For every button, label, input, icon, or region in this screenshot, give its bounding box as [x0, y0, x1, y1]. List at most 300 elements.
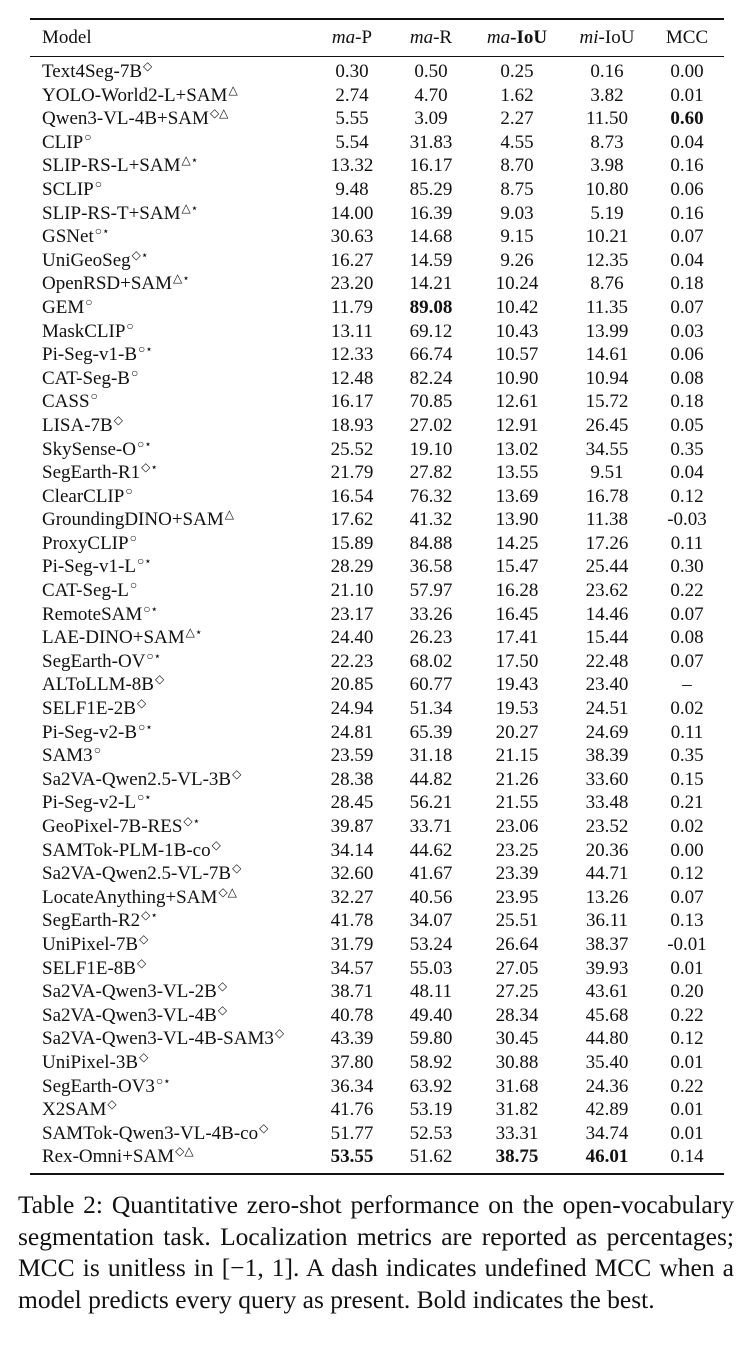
metric-cell: 16.39	[409, 202, 453, 224]
metric-cell: 24.36	[585, 1075, 629, 1097]
model-name: Sa2VA-Qwen3-VL-2B	[42, 981, 217, 1003]
metric-cell: 14.25	[495, 532, 539, 554]
model-name: SAMTok-PLM-1B-co	[42, 839, 211, 861]
metric-cell: 85.29	[409, 178, 453, 200]
metric-cell: 0.00	[670, 61, 704, 82]
metric-cell: 46.01	[585, 1146, 629, 1168]
metric-cell: 14.00	[330, 202, 374, 224]
model-name: LocateAnything+SAM	[42, 886, 218, 908]
metric-cell: 8.73	[590, 131, 624, 153]
metric-cell: 10.80	[585, 178, 629, 200]
model-name-cell	[30, 1075, 312, 1099]
model-name-cell	[30, 84, 312, 108]
metric-cell: 23.95	[495, 886, 539, 908]
metric-cell: 59.80	[409, 1028, 453, 1050]
metric-cell: 0.11	[670, 532, 704, 554]
model-name: ProxyCLIP	[42, 532, 129, 554]
model-category-marker: ○⋆	[138, 719, 153, 734]
metric-cell: 38.71	[330, 981, 374, 1003]
model-name: Sa2VA-Qwen3-VL-4B-SAM3	[42, 1028, 274, 1050]
metric-cell: 0.35	[670, 438, 704, 460]
model-name-cell	[30, 343, 312, 367]
metric-cell: 28.45	[330, 792, 374, 814]
table-row	[30, 438, 724, 462]
metric-cell: 31.68	[495, 1075, 539, 1097]
model-name: SELF1E-8B	[42, 957, 136, 979]
model-name-cell	[30, 579, 312, 603]
table-row	[30, 225, 724, 249]
model-name: X2SAM	[42, 1099, 107, 1121]
model-name-cell	[30, 178, 312, 202]
metric-cell: 1.62	[500, 84, 534, 106]
model-name-cell	[30, 957, 312, 981]
metric-cell: 0.60	[670, 108, 704, 130]
model-name-cell	[30, 909, 312, 933]
table-row	[30, 791, 724, 815]
model-name-cell	[30, 1004, 312, 1028]
model-category-marker: ○⋆	[136, 790, 152, 805]
model-category-marker: △⋆	[181, 153, 199, 168]
metric-cell: 44.62	[409, 839, 453, 861]
table-row	[30, 1004, 724, 1028]
metric-cell: 25.52	[330, 438, 374, 460]
model-category-marker: △⋆	[181, 200, 199, 215]
metric-cell: 43.61	[585, 981, 629, 1003]
column-header-label: MCC	[665, 27, 709, 48]
metric-cell: 0.12	[670, 1028, 704, 1050]
model-name-cell	[30, 485, 312, 509]
metric-cell: 0.00	[670, 839, 704, 861]
model-name: CLIP	[42, 131, 84, 153]
metric-cell: 31.18	[409, 745, 453, 767]
model-name: SegEarth-R2	[42, 910, 141, 932]
metric-cell: 0.11	[670, 721, 704, 743]
metric-cell: 17.41	[495, 627, 539, 649]
model-name-cell	[30, 862, 312, 886]
metric-cell: 0.22	[670, 1075, 704, 1097]
metric-cell: 0.04	[670, 462, 704, 484]
model-name: UniPixel-3B	[42, 1051, 139, 1073]
metric-cell: 15.47	[495, 556, 539, 578]
metric-cell: 16.78	[585, 485, 629, 507]
metric-cell: 44.80	[585, 1028, 629, 1050]
metric-cell: 10.94	[585, 367, 629, 389]
metric-cell: 13.99	[585, 320, 629, 342]
model-name: Pi-Seg-v2-B	[42, 721, 137, 743]
table-row	[30, 1145, 724, 1173]
metric-cell: 20.27	[495, 721, 539, 743]
table-row	[30, 1122, 724, 1146]
metric-cell: 9.51	[590, 462, 624, 484]
model-name: OpenRSD+SAM	[42, 273, 173, 295]
metric-cell: 23.06	[495, 816, 539, 837]
metric-cell: 27.82	[409, 462, 453, 484]
model-name: SELF1E-2B	[42, 698, 136, 720]
metric-cell: 23.25	[495, 839, 539, 861]
model-name-cell	[30, 555, 312, 579]
metric-cell: 13.11	[330, 320, 374, 342]
model-name-cell	[30, 154, 312, 178]
metric-cell: 19.43	[495, 674, 539, 696]
model-name-cell	[30, 107, 312, 131]
metric-cell: 20.36	[585, 839, 629, 861]
model-name: MaskCLIP	[42, 320, 126, 342]
metric-cell: 0.07	[670, 226, 704, 248]
column-header	[650, 20, 724, 56]
metric-cell: 0.22	[670, 580, 704, 602]
column-header	[564, 20, 650, 56]
metric-cell: 65.39	[409, 721, 453, 743]
model-category-marker: ◇	[154, 672, 165, 687]
model-category-marker: ◇	[139, 931, 149, 946]
table-row	[30, 343, 724, 367]
metric-cell: 34.57	[330, 957, 374, 979]
metric-cell: 42.89	[585, 1099, 629, 1121]
metric-cell: 9.03	[500, 202, 534, 224]
metric-cell: 8.76	[590, 273, 624, 295]
model-category-marker: △⋆	[173, 271, 190, 286]
metric-cell: 0.15	[670, 768, 704, 790]
table-row	[30, 626, 724, 650]
metric-cell: –	[682, 674, 692, 696]
metric-cell: 0.18	[670, 273, 704, 295]
model-name: CAT-Seg-B	[42, 367, 130, 389]
table-row	[30, 555, 724, 579]
metric-cell: 0.01	[670, 1051, 704, 1073]
table-row	[30, 202, 724, 226]
model-category-marker: ◇	[143, 59, 153, 73]
metric-cell: 38.75	[495, 1146, 539, 1168]
metric-cell: 0.35	[670, 745, 704, 767]
metric-cell: 53.55	[330, 1146, 374, 1168]
metric-cell: 14.59	[409, 249, 453, 271]
results-table	[30, 20, 724, 56]
table-row	[30, 886, 724, 910]
table-row	[30, 508, 724, 532]
model-name: UniPixel-7B	[42, 933, 139, 955]
table-row	[30, 272, 724, 296]
model-category-marker: ◇	[139, 1049, 149, 1064]
column-header-label: -P	[355, 27, 373, 48]
metric-cell: 33.60	[585, 768, 629, 790]
model-name: SLIP-RS-L+SAM	[42, 155, 181, 177]
metric-cell: 21.55	[495, 792, 539, 814]
model-category-marker: ○⋆	[138, 342, 153, 357]
results-table-container	[30, 18, 724, 1175]
metric-cell: 5.54	[335, 131, 369, 153]
metric-cell: 24.69	[585, 721, 629, 743]
metric-cell: 15.89	[330, 532, 374, 554]
metric-cell: 15.44	[585, 627, 629, 649]
model-category-marker: ◇	[232, 766, 242, 781]
table-row	[30, 485, 724, 509]
model-name-cell	[30, 1145, 312, 1173]
model-category-marker: ○	[94, 176, 102, 191]
column-header-prefix: ma	[331, 27, 356, 48]
column-header-label: -IoU	[598, 27, 635, 48]
metric-cell: 33.26	[409, 603, 453, 625]
model-category-marker: ◇△	[175, 1144, 194, 1159]
table-row	[30, 933, 724, 957]
metric-cell: 0.30	[670, 556, 704, 578]
model-name: GEM	[42, 296, 85, 318]
table-row	[30, 839, 724, 863]
table-row	[30, 768, 724, 792]
metric-cell: 39.87	[330, 816, 374, 837]
model-category-marker: ○⋆	[136, 554, 152, 569]
table-body	[30, 57, 724, 1173]
model-category-marker: ○	[85, 294, 93, 309]
column-header-label: Model	[42, 27, 92, 48]
table-row	[30, 650, 724, 674]
metric-cell: 33.31	[495, 1122, 539, 1144]
table-row	[30, 131, 724, 155]
metric-cell: 10.57	[495, 344, 539, 366]
metric-cell: 5.19	[590, 202, 624, 224]
metric-cell: 0.01	[670, 1099, 704, 1121]
metric-cell: 18.93	[330, 414, 374, 436]
metric-cell: 0.04	[670, 131, 704, 153]
model-name: Pi-Seg-v1-B	[42, 344, 137, 366]
metric-cell: 10.21	[585, 226, 629, 248]
metric-cell: 0.16	[670, 155, 704, 177]
model-name: LAE-DINO+SAM	[42, 627, 185, 649]
model-category-marker: ◇	[107, 1097, 117, 1112]
metric-cell: 3.09	[414, 108, 448, 130]
metric-cell: 0.13	[670, 910, 704, 932]
model-name-cell	[30, 673, 312, 697]
table-row	[30, 367, 724, 391]
metric-cell: 0.08	[670, 367, 704, 389]
metric-cell: 49.40	[409, 1004, 453, 1026]
column-header-label: -IoU	[510, 27, 548, 48]
model-category-marker: ◇	[113, 412, 123, 427]
column-header	[30, 20, 312, 56]
metric-cell: 31.79	[330, 933, 374, 955]
metric-cell: 32.27	[330, 886, 374, 908]
model-category-marker: ◇	[136, 955, 147, 970]
table-row	[30, 603, 724, 627]
model-name: Pi-Seg-v1-L	[42, 556, 136, 578]
metric-cell: 16.45	[495, 603, 539, 625]
table-row	[30, 957, 724, 981]
metric-cell: 13.90	[495, 509, 539, 531]
metric-cell: 40.56	[409, 886, 453, 908]
metric-cell: 4.70	[414, 84, 448, 106]
model-name: SegEarth-OV3	[42, 1075, 155, 1097]
table-row	[30, 249, 724, 273]
metric-cell: 19.10	[409, 438, 453, 460]
metric-cell: 40.78	[330, 1004, 374, 1026]
model-category-marker: ◇⋆	[141, 908, 158, 923]
metric-cell: 17.62	[330, 509, 374, 531]
table-row	[30, 414, 724, 438]
metric-cell: 10.43	[495, 320, 539, 342]
metric-cell: 17.50	[495, 650, 539, 672]
metric-cell: 37.80	[330, 1051, 374, 1073]
model-category-marker: ○	[90, 389, 98, 404]
model-name: LISA-7B	[42, 414, 113, 436]
model-name-cell	[30, 980, 312, 1004]
metric-cell: 10.42	[495, 296, 539, 318]
model-category-marker: ○	[126, 318, 134, 333]
table-bottom-rule	[30, 1173, 724, 1175]
table-row	[30, 980, 724, 1004]
model-name-cell	[30, 650, 312, 674]
metric-cell: 33.71	[409, 816, 453, 837]
metric-cell: 26.23	[409, 627, 453, 649]
model-category-marker: ◇	[274, 1026, 285, 1041]
model-name-cell	[30, 721, 312, 745]
column-header-prefix: mi	[579, 27, 599, 48]
metric-cell: 30.45	[495, 1028, 539, 1050]
metric-cell: 41.32	[409, 509, 453, 531]
metric-cell: 58.92	[409, 1051, 453, 1073]
model-name: CASS	[42, 391, 90, 413]
metric-cell: 41.76	[330, 1099, 374, 1121]
metric-cell: 2.74	[335, 84, 369, 106]
metric-cell: 44.71	[585, 863, 629, 885]
model-category-marker: ◇⋆	[141, 460, 158, 475]
model-name-cell	[30, 815, 312, 839]
model-category-marker: ◇	[136, 696, 147, 711]
metric-cell: 9.26	[500, 249, 534, 271]
model-name: YOLO-World2-L+SAM	[42, 84, 228, 106]
metric-cell: 70.85	[409, 391, 453, 413]
model-name-cell	[30, 603, 312, 627]
metric-cell: 38.37	[585, 933, 629, 955]
metric-cell: 41.67	[409, 863, 453, 885]
model-category-marker: ○	[93, 743, 101, 758]
table-row	[30, 320, 724, 344]
model-name-cell	[30, 1122, 312, 1146]
table-row	[30, 390, 724, 414]
metric-cell: 14.68	[409, 226, 453, 248]
model-name-cell	[30, 626, 312, 650]
metric-cell: 16.17	[409, 155, 453, 177]
metric-cell: 10.90	[495, 367, 539, 389]
model-name-cell	[30, 438, 312, 462]
metric-cell: 8.75	[500, 178, 534, 200]
table-row	[30, 815, 724, 839]
metric-cell: 57.97	[409, 580, 453, 602]
metric-cell: 41.78	[330, 910, 374, 932]
table-header-row	[30, 20, 724, 56]
table-row	[30, 673, 724, 697]
model-name-cell	[30, 1098, 312, 1122]
model-name: SCLIP	[42, 178, 94, 200]
metric-cell: 0.07	[670, 603, 704, 625]
metric-cell: 34.14	[330, 839, 374, 861]
metric-cell: 53.24	[409, 933, 453, 955]
metric-cell: 32.60	[330, 863, 374, 885]
metric-cell: 16.28	[495, 580, 539, 602]
metric-cell: 17.26	[585, 532, 629, 554]
model-name: Text4Seg-7B	[42, 61, 142, 82]
table-row	[30, 862, 724, 886]
metric-cell: 22.23	[330, 650, 374, 672]
table-row	[30, 909, 724, 933]
metric-cell: 20.85	[330, 674, 374, 696]
column-header	[312, 20, 392, 56]
model-name-cell	[30, 367, 312, 391]
model-name: SegEarth-R1	[42, 462, 141, 484]
model-name: Qwen3-VL-4B+SAM	[42, 108, 209, 130]
metric-cell: 15.72	[585, 391, 629, 413]
model-name-cell	[30, 131, 312, 155]
metric-cell: 9.48	[335, 178, 369, 200]
metric-cell: 0.07	[670, 296, 704, 318]
model-name-cell	[30, 272, 312, 296]
metric-cell: 16.54	[330, 485, 374, 507]
metric-cell: 0.21	[670, 792, 704, 814]
model-category-marker: ○	[125, 483, 133, 498]
model-name-cell	[30, 886, 312, 910]
metric-cell: 27.02	[409, 414, 453, 436]
metric-cell: 0.07	[670, 886, 704, 908]
metric-cell: 11.35	[585, 296, 629, 318]
metric-cell: 0.01	[670, 84, 704, 106]
model-category-marker: ○	[129, 530, 137, 545]
metric-cell: -0.03	[667, 509, 707, 531]
model-category-marker: ○⋆	[146, 648, 162, 663]
metric-cell: 23.52	[585, 816, 629, 837]
model-name: SLIP-RS-T+SAM	[42, 202, 181, 224]
model-name-cell	[30, 249, 312, 273]
metric-cell: 63.92	[409, 1075, 453, 1097]
metric-cell: 24.81	[330, 721, 374, 743]
model-name-cell	[30, 744, 312, 768]
metric-cell: 0.16	[670, 202, 704, 224]
model-name-cell	[30, 697, 312, 721]
model-name: ALToLLM-8B	[42, 674, 154, 696]
results-table-body	[30, 57, 724, 1173]
table-row	[30, 154, 724, 178]
metric-cell: 28.38	[330, 768, 374, 790]
metric-cell: 51.77	[330, 1122, 374, 1144]
metric-cell: 21.79	[330, 462, 374, 484]
model-name-cell	[30, 414, 312, 438]
metric-cell: 4.55	[500, 131, 534, 153]
metric-cell: 35.40	[585, 1051, 629, 1073]
model-name: CAT-Seg-L	[42, 580, 129, 602]
metric-cell: 43.39	[330, 1028, 374, 1050]
metric-cell: 44.82	[409, 768, 453, 790]
metric-cell: 36.34	[330, 1075, 374, 1097]
model-category-marker: ◇⋆	[131, 247, 149, 262]
metric-cell: 11.38	[585, 509, 629, 531]
metric-cell: 48.11	[409, 981, 453, 1003]
metric-cell: 12.33	[330, 344, 374, 366]
table-row	[30, 1051, 724, 1075]
metric-cell: 12.48	[330, 367, 374, 389]
metric-cell: 52.53	[409, 1122, 453, 1144]
metric-cell: 89.08	[409, 296, 453, 318]
model-category-marker: ○⋆	[136, 436, 152, 451]
model-name-cell	[30, 508, 312, 532]
metric-cell: 13.55	[495, 462, 539, 484]
metric-cell: 0.06	[670, 178, 704, 200]
metric-cell: 9.15	[500, 226, 534, 248]
metric-cell: 53.19	[409, 1099, 453, 1121]
metric-cell: 23.59	[330, 745, 374, 767]
model-name-cell	[30, 1051, 312, 1075]
metric-cell: 34.07	[409, 910, 453, 932]
metric-cell: 14.21	[409, 273, 453, 295]
table-row	[30, 579, 724, 603]
metric-cell: 0.50	[414, 61, 448, 82]
metric-cell: 16.17	[330, 391, 374, 413]
